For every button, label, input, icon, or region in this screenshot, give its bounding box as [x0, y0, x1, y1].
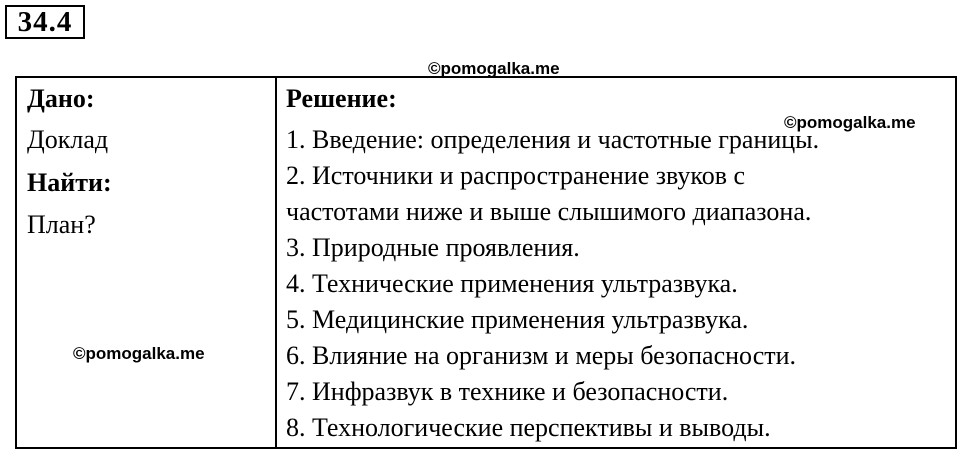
solution-line-8: 8. Технологические перспективы и выводы.: [286, 413, 771, 442]
solution-line-6: 6. Влияние на организм и меры безопасности.: [286, 341, 797, 370]
solution-table: [15, 76, 957, 449]
solution-line-5: 5. Медицинские применения ультразвука.: [286, 305, 749, 334]
solution-line-2: 2. Источники и распространение звуков с: [286, 161, 746, 190]
solution-line-4: 4. Технические применения ультразвука.: [286, 269, 738, 298]
find-value: План?: [27, 210, 96, 239]
solution-column: [277, 78, 955, 447]
given-heading: Дано:: [27, 84, 95, 113]
solution-heading: Решение:: [286, 84, 397, 113]
watermark-left: ©pomogalka.me: [73, 344, 205, 363]
watermark-top: ©pomogalka.me: [428, 59, 560, 78]
task-number-box: 34.4: [5, 5, 85, 39]
solution-line-1: 1. Введение: определения и частотные границы.: [286, 125, 820, 154]
find-heading: Найти:: [27, 168, 112, 197]
given-value: Доклад: [27, 125, 109, 154]
solution-line-7: 7. Инфразвук в технике и безопасности.: [286, 377, 729, 406]
solution-line-2-cont: частотами ниже и выше слышимого диапазона.: [286, 197, 812, 226]
watermark-right: ©pomogalka.me: [784, 113, 916, 132]
solution-line-3: 3. Природные проявления.: [286, 233, 580, 262]
given-column: [17, 78, 277, 447]
